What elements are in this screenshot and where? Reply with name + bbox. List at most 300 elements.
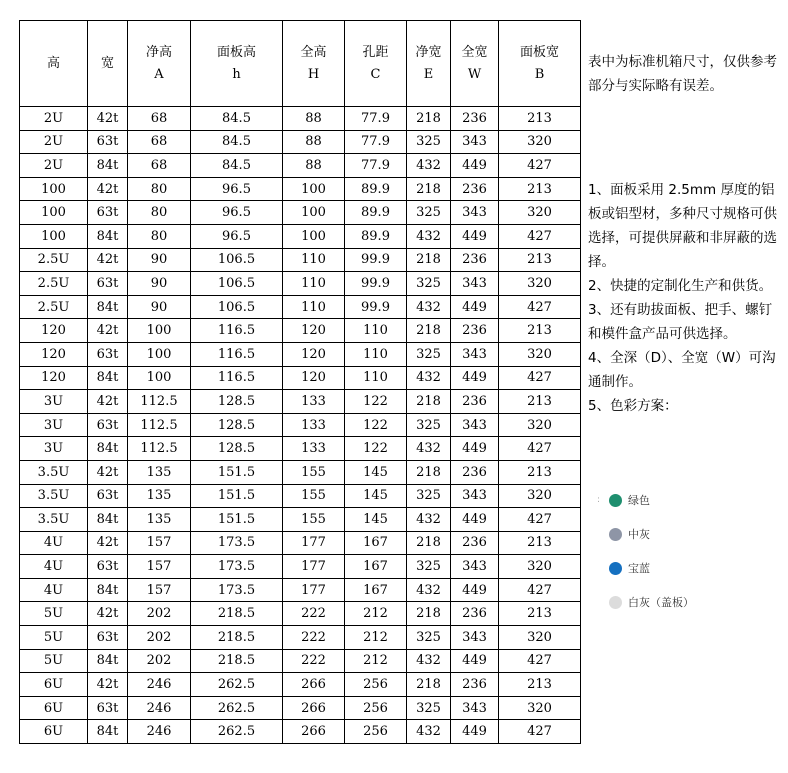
table-cell: 449 [451,649,499,673]
table-cell: 90 [128,272,191,296]
table-cell: 236 [451,319,499,343]
table-cell: 343 [451,555,499,579]
table-cell: 266 [283,720,345,744]
color-dot-icon [609,596,622,609]
table-cell: 120 [283,366,345,390]
table-cell: 427 [499,295,581,319]
table-row [20,295,581,319]
table-cell: 112.5 [128,437,191,461]
table-cell: 157 [128,555,191,579]
table-cell: 68 [128,107,191,131]
table-cell: 84t [88,720,128,744]
table-cell: 151.5 [191,460,283,484]
table-cell: 177 [283,531,345,555]
color-label: 宝蓝 [628,562,650,575]
column-header [451,21,499,107]
feature-item-2: 2、快捷的定制化生产和供货。 [588,278,773,294]
table-row [20,107,581,131]
table-row [20,626,581,650]
table-cell: 42t [88,531,128,555]
table-cell: 343 [451,342,499,366]
table-cell: 120 [20,366,88,390]
column-header [407,21,451,107]
table-cell: 116.5 [191,342,283,366]
table-cell: 100 [283,201,345,225]
table-row [20,248,581,272]
column-header-title: 高 [46,55,60,71]
table-cell: 343 [451,696,499,720]
column-header-symbol: H [307,66,320,82]
table-cell: 266 [283,673,345,697]
table-cell: 84.5 [191,107,283,131]
table-cell: 6U [20,696,88,720]
table-cell: 320 [499,555,581,579]
table-cell: 77.9 [345,130,407,154]
table-cell: 173.5 [191,531,283,555]
table-cell: 218 [407,248,451,272]
table-row [20,555,581,579]
table-cell: 100 [283,177,345,201]
table-cell: 110 [345,319,407,343]
column-header-title: 面板高 [216,44,256,60]
table-cell: 222 [283,626,345,650]
table-cell: 128.5 [191,390,283,414]
table-cell: 320 [499,626,581,650]
table-cell: 6U [20,720,88,744]
table-cell: 256 [345,720,407,744]
table-cell: 449 [451,224,499,248]
table-cell: 157 [128,578,191,602]
column-header-title: 面板宽 [519,44,559,60]
table-cell: 246 [128,696,191,720]
color-option [597,483,694,517]
table-cell: 63t [88,130,128,154]
table-cell: 427 [499,649,581,673]
table-cell: 343 [451,130,499,154]
table-cell: 343 [451,413,499,437]
table-cell: 167 [345,555,407,579]
table-cell: 173.5 [191,578,283,602]
table-cell: 100 [20,224,88,248]
table-cell: 3U [20,413,88,437]
table-row [20,319,581,343]
table-cell: 63t [88,484,128,508]
column-header-symbol: B [534,66,545,82]
table-cell: 89.9 [345,224,407,248]
table-cell: 266 [283,696,345,720]
table-cell: 212 [345,626,407,650]
table-row [20,224,581,248]
table-cell: 96.5 [191,201,283,225]
table-cell: 63t [88,201,128,225]
table-cell: 177 [283,578,345,602]
table-cell: 432 [407,224,451,248]
table-cell: 5U [20,649,88,673]
color-lead-mark: : [597,495,601,505]
table-cell: 4U [20,555,88,579]
table-cell: 427 [499,720,581,744]
table-cell: 246 [128,673,191,697]
table-cell: 100 [283,224,345,248]
table-cell: 218 [407,177,451,201]
table-cell: 218 [407,390,451,414]
table-cell: 449 [451,295,499,319]
table-cell: 84t [88,224,128,248]
dimension-table [19,20,581,744]
table-cell: 100 [20,201,88,225]
table-cell: 84t [88,366,128,390]
table-cell: 99.9 [345,272,407,296]
table-cell: 449 [451,154,499,178]
table-cell: 42t [88,673,128,697]
column-header-symbol: h [232,66,241,82]
table-cell: 212 [345,602,407,626]
table-cell: 432 [407,154,451,178]
table-cell: 128.5 [191,437,283,461]
table-cell: 213 [499,319,581,343]
table-cell: 90 [128,248,191,272]
table-row [20,413,581,437]
table-cell: 325 [407,201,451,225]
table-cell: 100 [128,342,191,366]
column-header-symbol: A [154,66,164,82]
standard-size-note: 表中为标准机箱尺寸，仅供参考部分与实际略有误差。 [588,54,777,94]
table-cell: 68 [128,154,191,178]
table-cell: 325 [407,130,451,154]
table-row [20,460,581,484]
table-cell: 427 [499,508,581,532]
column-header [283,21,345,107]
table-cell: 42t [88,319,128,343]
table-cell: 218 [407,319,451,343]
table-cell: 236 [451,531,499,555]
table-row [20,578,581,602]
table-cell: 151.5 [191,484,283,508]
feature-item-1: 1、面板采用 2.5mm 厚度的铝板或铝型材，多种尺寸规格可供选择，可提供屏蔽和非屏蔽的选择。 [588,182,777,270]
table-cell: 218.5 [191,602,283,626]
column-header [191,21,283,107]
table-cell: 84t [88,649,128,673]
table-cell: 84.5 [191,130,283,154]
table-cell: 2.5U [20,248,88,272]
table-cell: 320 [499,413,581,437]
table-cell: 100 [128,366,191,390]
table-cell: 432 [407,578,451,602]
table-cell: 3U [20,390,88,414]
table-cell: 96.5 [191,177,283,201]
table-cell: 213 [499,673,581,697]
table-cell: 77.9 [345,154,407,178]
color-label: 中灰 [628,528,650,541]
table-cell: 432 [407,649,451,673]
table-cell: 167 [345,531,407,555]
table-cell: 236 [451,602,499,626]
column-header [128,21,191,107]
color-option [597,551,694,585]
table-cell: 63t [88,413,128,437]
table-cell: 4U [20,531,88,555]
table-cell: 2U [20,154,88,178]
table-row [20,437,581,461]
table-cell: 212 [345,649,407,673]
table-cell: 145 [345,484,407,508]
table-cell: 432 [407,295,451,319]
table-cell: 343 [451,272,499,296]
table-row [20,649,581,673]
table-cell: 100 [20,177,88,201]
table-cell: 89.9 [345,201,407,225]
table-cell: 122 [345,413,407,437]
table-cell: 120 [20,342,88,366]
table-cell: 63t [88,272,128,296]
table-cell: 84t [88,295,128,319]
table-row [20,531,581,555]
table-cell: 432 [407,720,451,744]
table-cell: 42t [88,107,128,131]
table-cell: 236 [451,248,499,272]
color-option [597,517,694,551]
table-cell: 218 [407,107,451,131]
table-cell: 84t [88,508,128,532]
table-cell: 449 [451,508,499,532]
table-row [20,342,581,366]
table-cell: 218 [407,673,451,697]
color-dot-icon [609,562,622,575]
table-cell: 116.5 [191,366,283,390]
table-row [20,390,581,414]
color-dot-icon [609,528,622,541]
table-cell: 432 [407,508,451,532]
table-cell: 427 [499,366,581,390]
table-row [20,673,581,697]
table-cell: 88 [283,107,345,131]
table-cell: 427 [499,578,581,602]
table-cell: 106.5 [191,248,283,272]
table-row [20,720,581,744]
table-cell: 84t [88,437,128,461]
table-cell: 449 [451,720,499,744]
table-cell: 236 [451,177,499,201]
table-header-row [20,21,581,107]
table-cell: 96.5 [191,224,283,248]
table-cell: 343 [451,484,499,508]
table-cell: 325 [407,342,451,366]
table-cell: 3.5U [20,484,88,508]
table-cell: 122 [345,437,407,461]
table-cell: 84.5 [191,154,283,178]
table-cell: 157 [128,531,191,555]
table-cell: 110 [345,366,407,390]
table-cell: 343 [451,201,499,225]
table-cell: 427 [499,437,581,461]
table-cell: 256 [345,696,407,720]
table-cell: 120 [283,319,345,343]
table-cell: 213 [499,602,581,626]
table-cell: 3.5U [20,460,88,484]
column-header-title: 净宽 [415,44,442,60]
table-cell: 110 [283,248,345,272]
table-cell: 449 [451,366,499,390]
color-label: 绿色 [628,494,650,507]
table-cell: 77.9 [345,107,407,131]
feature-item-5: 5、色彩方案： [588,398,678,414]
table-cell: 80 [128,224,191,248]
table-cell: 155 [283,484,345,508]
column-header-symbol: E [423,66,434,82]
column-header-title: 全宽 [461,44,488,60]
table-cell: 3.5U [20,508,88,532]
table-cell: 236 [451,390,499,414]
table-cell: 88 [283,130,345,154]
table-cell: 116.5 [191,319,283,343]
table-cell: 343 [451,626,499,650]
table-cell: 213 [499,248,581,272]
table-cell: 135 [128,508,191,532]
table-cell: 3U [20,437,88,461]
table-cell: 4U [20,578,88,602]
table-row [20,272,581,296]
table-cell: 256 [345,673,407,697]
table-cell: 325 [407,484,451,508]
table-cell: 133 [283,437,345,461]
table-cell: 42t [88,177,128,201]
table-row [20,366,581,390]
table-cell: 325 [407,555,451,579]
table-cell: 262.5 [191,673,283,697]
table-cell: 151.5 [191,508,283,532]
table-cell: 128.5 [191,413,283,437]
table-cell: 236 [451,107,499,131]
table-cell: 173.5 [191,555,283,579]
table-cell: 112.5 [128,413,191,437]
table-cell: 63t [88,696,128,720]
table-cell: 135 [128,484,191,508]
color-swatches [597,483,694,619]
table-cell: 427 [499,154,581,178]
table-row [20,130,581,154]
table-row [20,177,581,201]
table-cell: 213 [499,107,581,131]
column-header-title: 净高 [145,44,172,60]
table-cell: 218.5 [191,649,283,673]
table-cell: 2U [20,107,88,131]
table-cell: 320 [499,484,581,508]
column-header [345,21,407,107]
table-cell: 213 [499,177,581,201]
table-cell: 213 [499,460,581,484]
table-cell: 202 [128,602,191,626]
table-cell: 155 [283,460,345,484]
table-cell: 320 [499,696,581,720]
table-cell: 167 [345,578,407,602]
table-cell: 2.5U [20,272,88,296]
table-cell: 325 [407,626,451,650]
table-cell: 106.5 [191,272,283,296]
column-header [20,21,88,107]
color-dot-icon [609,494,622,507]
table-cell: 432 [407,437,451,461]
table-cell: 84t [88,154,128,178]
table-cell: 112.5 [128,390,191,414]
table-cell: 155 [283,508,345,532]
table-cell: 42t [88,602,128,626]
table-cell: 120 [283,342,345,366]
table-cell: 99.9 [345,248,407,272]
column-header [88,21,128,107]
table-cell: 218 [407,460,451,484]
table-cell: 84t [88,578,128,602]
table-cell: 80 [128,177,191,201]
table-cell: 110 [345,342,407,366]
table-cell: 222 [283,649,345,673]
table-cell: 89.9 [345,177,407,201]
table-cell: 6U [20,673,88,697]
table-cell: 42t [88,390,128,414]
table-cell: 320 [499,201,581,225]
table-cell: 262.5 [191,720,283,744]
table-cell: 2U [20,130,88,154]
table-cell: 427 [499,224,581,248]
table-cell: 80 [128,201,191,225]
table-cell: 88 [283,154,345,178]
table-cell: 449 [451,437,499,461]
column-header-symbol: W [467,66,482,82]
table-cell: 218.5 [191,626,283,650]
table-row [20,154,581,178]
table-cell: 68 [128,130,191,154]
table-cell: 236 [451,460,499,484]
table-cell: 222 [283,602,345,626]
table-cell: 325 [407,272,451,296]
table-cell: 320 [499,342,581,366]
table-body [20,107,581,744]
table-cell: 63t [88,342,128,366]
table-cell: 218 [407,602,451,626]
table-cell: 262.5 [191,696,283,720]
table-row [20,508,581,532]
table-cell: 202 [128,649,191,673]
table-cell: 320 [499,130,581,154]
table-cell: 110 [283,272,345,296]
table-cell: 432 [407,366,451,390]
table-cell: 2.5U [20,295,88,319]
color-label: 白灰（盖板） [628,596,694,609]
table-cell: 133 [283,413,345,437]
table-cell: 236 [451,673,499,697]
column-header-symbol: C [370,66,381,82]
table-cell: 63t [88,555,128,579]
table-row [20,696,581,720]
table-cell: 320 [499,272,581,296]
column-header-title: 宽 [100,55,114,71]
table-cell: 133 [283,390,345,414]
color-option [597,585,694,619]
table-row [20,602,581,626]
table-cell: 145 [345,508,407,532]
table-cell: 99.9 [345,295,407,319]
table-cell: 110 [283,295,345,319]
table-cell: 213 [499,390,581,414]
table-cell: 100 [128,319,191,343]
table-cell: 202 [128,626,191,650]
table-cell: 63t [88,626,128,650]
table-cell: 42t [88,248,128,272]
table-cell: 42t [88,460,128,484]
table-cell: 218 [407,531,451,555]
column-header-title: 孔距 [362,44,389,60]
table-cell: 177 [283,555,345,579]
feature-item-4: 4、全深（D）、全宽（W）可沟通制作。 [588,350,776,390]
